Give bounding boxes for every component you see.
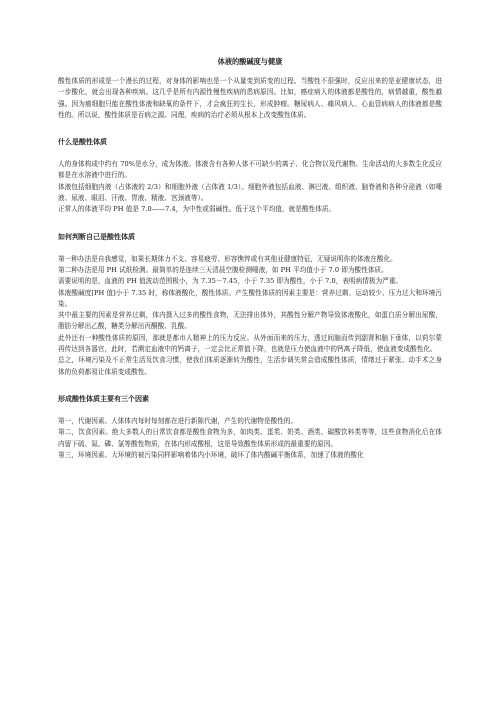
- section-how-to-judge: [58, 232, 442, 378]
- section-what-is-acidic: [58, 137, 442, 215]
- paragraph: 第三，环境因素。大环境的被污染同样影响着体内小环境，破坏了体内酸碱平衡体系，加速了体液的酸化: [58, 450, 364, 459]
- section-heading: 形成酸性体质主要有三个因素: [58, 394, 149, 403]
- document-page: [58, 56, 442, 461]
- paragraph: 第二，饮食因素。绝大多数人的日常饮食都是酸性食物为多，如肉类、蛋类、奶类、酒类、碳酸饮料类等等，这些食物消化后在体内留下硫、氮、磷、氯等酸性物质，在体内形成酸根，这是导致酸性体质形成的最重要的原因。: [58, 428, 442, 448]
- paragraph: 体液包括细胞内液（占体液的 2/3）和细胞外液（占体液 1/3）。细胞外液包括血液、淋巴液、组织液、脑脊液和各种分泌液（如唾液、尿液、眼泪、汗液、胃液、精液、宫颈液等）。: [58, 182, 442, 203]
- paragraph: 总之，环境污染及不正常生活及饮食习惯，使我们体质逐渐转为酸性，生活步调失常会造成酸性体质，情绪过于紧张、动手术之身体的负荷都易让体质变成酸性。: [58, 356, 442, 376]
- section-heading: 如何判断自己是酸性体质: [58, 232, 135, 241]
- section-three-factors: [58, 394, 442, 461]
- section-heading: 什么是酸性体质: [58, 138, 107, 147]
- paragraph: 第一，代谢因素。人体体内每时每刻都在进行新陈代谢，产生的代谢物是酸性的。: [58, 416, 298, 425]
- paragraph: 第一种办法是自我感觉，如果长期体力不支、容易疲劳、形容憔悴或有其他亚健康特征，无疑说明你的体液在酸化。: [58, 254, 397, 263]
- paragraph: 其中最主要的因素是营养过剩，体内摄入过多的酸性食物，无法排出体外，其酸性分解产物导致体液酸化，如蛋白质分解出尿酸，脂肪分解出乙酸，糖类分解出丙酮酸、乳酸。: [58, 311, 442, 331]
- intro-section: [58, 76, 442, 121]
- intro-paragraph: 酸性体质的形成是一个漫长的过程，对身体的影响也是一个从量变到质变的过程。当酸性不很强时，反应出来的是亚健康状态，进一步酸化，就会出现各种疾病。这几乎是所有内源性慢性疾病的患病原因。比如，癌症病人的体液都是酸性的，病情越重，酸性越强。因为癌细胞只能在酸性体液和缺氧的条件下，才会疯狂的生长，形成肿瘤。糖尿病人、痛风病人、心血管病病人的体液都是酸性的。所以说，酸性体质是百病之源。同理，疾病的治疗必须从根本上改变酸性体质。: [58, 77, 442, 119]
- paragraph: 第二种办法是用 PH 试纸检测。最简单的是连续三天清晨空腹检测唾液，如 PH 平均值小于 7.0 即为酸性体质。: [58, 265, 388, 274]
- paragraph: 正常人的体液平均 PH 值是 7.0——7.4，为中性或弱碱性。低于这个平均值，就是酸性体质。: [58, 205, 336, 214]
- paragraph: 此外还有一种酸性体质的原因，那就是都市人精神上的压力反应。从外面而来的压力，透过间脑而传到副肾和脑下垂体，以荷尔蒙再传达到各器官，此时，若测定血液中的钙离子，一定会比正常值下降，也就是压力使血液中的钙离子降低，使血液变成酸性化。: [58, 333, 442, 354]
- paragraph: 体液酸碱度[PH 值]小于 7.35 时，称体液酸化，酸性体质。产生酸性体质的因素主要是：营养过剩、运动较少、压力过大和环境污染。: [58, 288, 442, 308]
- document-title: 体液的酸碱度与健康: [217, 57, 283, 66]
- paragraph: 人的身体构成中约有 70%是水分，成为体液。体液含有各种人体不可缺少的离子、化合物以及代谢物。生命活动的大多数生化反应都是在水溶液中进行的。: [58, 160, 442, 180]
- paragraph: 需要说明的是，血液的 PH 值波动范围极小，为 7.35－7.45，小于 7.35 即为酸性，小于 7.0，表明病情极为严重。: [58, 277, 403, 286]
